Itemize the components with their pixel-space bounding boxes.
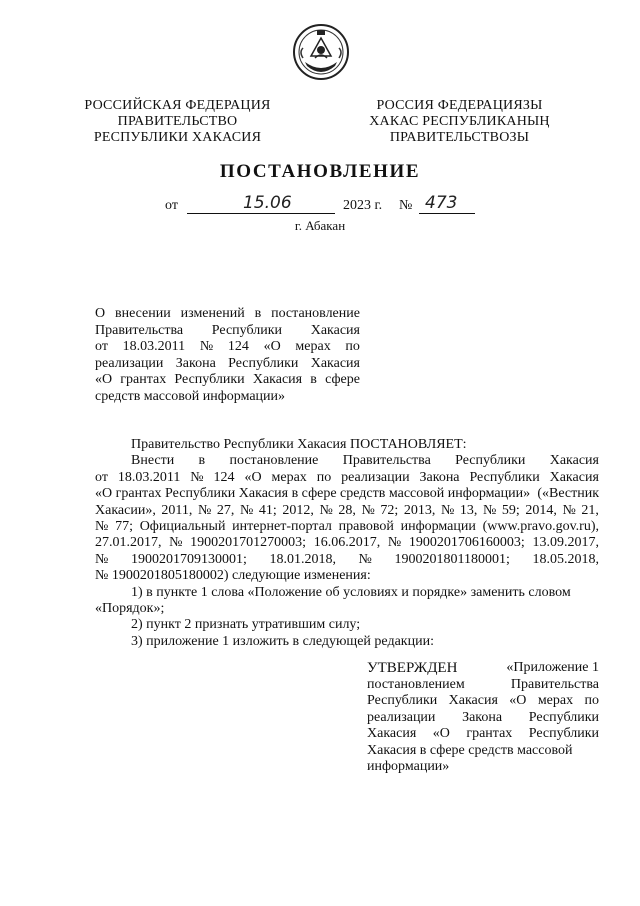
word: грантах [466, 726, 513, 741]
word: (www.pravo.gov.ru), [482, 519, 599, 535]
word: 16.06.2017, [313, 535, 381, 551]
approved-heading: УТВЕРЖДЕН [367, 660, 458, 676]
appendix-label: «Приложение 1 [506, 660, 599, 676]
word: 27, [216, 502, 235, 518]
subject-line [95, 306, 360, 323]
header-right-line: ПРАВИТЕЛЬСТВОЗЫ [389, 130, 530, 145]
word: Хакасия [367, 726, 417, 741]
word: Официальный [139, 519, 226, 535]
word: интернет-портал [232, 519, 332, 535]
word: № [199, 339, 214, 355]
word: постановление [271, 306, 360, 321]
word: 13, [459, 502, 478, 518]
word: 18.05.2018, [532, 551, 599, 567]
word: 2014, [525, 502, 557, 518]
word: «О [509, 693, 527, 708]
list-item-1-cont: «Порядок»; [95, 601, 165, 617]
body-line [95, 535, 599, 551]
word: 124 [227, 339, 249, 355]
word: «О [263, 339, 281, 355]
word: 13.09.2017, [532, 535, 599, 551]
word: № [190, 469, 204, 485]
word: по [584, 693, 599, 708]
word: постановлением [367, 676, 465, 692]
approved-line [367, 693, 599, 710]
word: 2012, [282, 502, 314, 518]
word: № [95, 551, 109, 567]
word: № [387, 535, 402, 551]
word: 124 [213, 469, 235, 485]
date-line [165, 193, 485, 217]
word: Республики [455, 453, 526, 469]
word: 18.01.2018, [269, 551, 336, 567]
word: № [319, 502, 333, 518]
word: «О [95, 372, 113, 388]
word: «О [432, 726, 450, 741]
body-line: № 1900201805180002) следующие изменения: [95, 568, 371, 584]
word: в [254, 306, 262, 321]
word: Внести [131, 453, 175, 469]
word: 28, [338, 502, 356, 518]
word: № [197, 502, 212, 518]
subject-line [95, 339, 360, 356]
number-underline [419, 213, 475, 214]
word: Хакасия [310, 355, 360, 371]
word: изменений [180, 306, 245, 321]
header-left-line: РОССИЙСКАЯ ФЕДЕРАЦИЯ [84, 98, 271, 113]
word: («Вестник [537, 486, 599, 502]
body-line [95, 503, 599, 519]
word: 41; [258, 502, 277, 518]
word: № [562, 502, 576, 518]
word: по [316, 469, 332, 485]
word: 1900201701270003; [190, 535, 307, 551]
resolution-lead: Правительство Республики Хакасия ПОСТАНОВЛЯЕТ: [131, 437, 467, 452]
approved-line: Хакасия в сфере средств массовой [367, 742, 573, 758]
word: 2013, [403, 502, 436, 518]
word: постановление [229, 453, 319, 469]
header-right-line: РОССИЯ ФЕДЕРАЦИЯЗЫ [376, 98, 543, 113]
word: в [198, 453, 206, 469]
body-line [95, 552, 599, 568]
word: Правительства [95, 322, 184, 338]
header-right [352, 98, 567, 146]
word: в [310, 372, 317, 388]
body-line [95, 470, 599, 486]
word: 59; [501, 502, 520, 518]
word: 18.03.2011 [122, 339, 186, 355]
approved-block [367, 660, 599, 776]
word: № [169, 535, 183, 551]
word: Закона [175, 355, 216, 371]
date-underline [187, 213, 335, 214]
body-text [95, 437, 599, 677]
approved-line [367, 710, 599, 727]
word: № [361, 502, 375, 518]
word: 1900201706160003; [408, 535, 525, 551]
word: Республики [528, 726, 599, 741]
word: № [95, 519, 109, 535]
word: № [440, 502, 455, 518]
word: О [95, 306, 106, 321]
subject-line [95, 356, 360, 373]
word: реализации [95, 355, 164, 371]
word: Республики [469, 469, 540, 485]
approved-line [367, 677, 599, 694]
word: мерах [295, 339, 331, 355]
word: «О [244, 469, 262, 485]
word: Правительства [510, 676, 599, 692]
header-left-line: ПРАВИТЕЛЬСТВО [117, 114, 238, 129]
header-right-line: ХАКАС РЕСПУБЛИКАНЫҢ [369, 114, 550, 129]
word: правовой [338, 519, 394, 535]
word: мерах [271, 469, 307, 485]
handwritten-number: 473 [425, 193, 458, 213]
word: Хакасия [252, 372, 303, 388]
header-left-line: РЕСПУБЛИКИ ХАКАСИЯ [93, 130, 262, 145]
approved-line [367, 726, 599, 743]
word: 1900201801180001; [394, 551, 510, 567]
word: мерах [537, 693, 574, 708]
word: Правительства [342, 453, 431, 469]
word: Республики [528, 709, 599, 725]
word: Закона [419, 469, 460, 485]
word: 27.01.2017, [95, 535, 162, 551]
word: Хакасия [448, 693, 498, 708]
word: 2011, [161, 502, 193, 518]
body-line [95, 486, 599, 502]
subject-block [95, 306, 360, 406]
list-item-1: 1) в пункте 1 слова «Положение об условиях и порядке» заменить словом [131, 584, 571, 600]
subject-line [95, 323, 360, 340]
word: грантах [120, 372, 167, 388]
word: Республики [228, 355, 299, 371]
word: № [482, 502, 497, 518]
city-name: г. Абакан [294, 218, 346, 233]
word: сфере [325, 372, 360, 388]
number-sign: № [399, 198, 413, 213]
word: 21, [581, 502, 599, 518]
word: № [239, 502, 254, 518]
date-year: 2023 г. [343, 198, 383, 213]
word: Закона [462, 709, 503, 725]
word: 18.03.2011 [117, 469, 181, 485]
list-item-3: 3) приложение 1 изложить в следующей редакции: [131, 633, 434, 649]
handwritten-date: 15.06 [243, 193, 292, 213]
coat-of-arms-icon [291, 22, 351, 82]
word: Хакасия [549, 453, 599, 469]
word: «О грантах Республики Хакасия в сфере средств массовой информации» [95, 486, 531, 502]
word: Хакасия [310, 322, 360, 338]
list-item-2: 2) пункт 2 признать утратившим силу; [131, 617, 361, 633]
header-left [70, 98, 285, 146]
word: 1900201709130001; [130, 551, 247, 567]
word: от [95, 339, 108, 355]
word: информации [400, 519, 476, 535]
word: Хакасии», [95, 502, 156, 518]
word: № [358, 551, 372, 567]
body-line [95, 519, 599, 535]
body-line [95, 453, 599, 469]
word: 72; [380, 502, 399, 518]
word: Республики [367, 693, 438, 708]
word: от [95, 469, 108, 485]
word: Хакасия [549, 469, 599, 485]
word: по [345, 339, 360, 355]
word: Республики [174, 372, 245, 388]
word: внесении [115, 306, 171, 321]
document-title: ПОСТАНОВЛЕНИЕ [219, 161, 421, 182]
approved-line: информации» [367, 759, 450, 774]
subject-line: средств массовой информации» [95, 388, 286, 404]
word: реализации [367, 709, 436, 725]
subject-line [95, 372, 360, 389]
word: реализации [341, 469, 410, 485]
word: 77; [115, 519, 133, 535]
date-prefix: от [165, 198, 178, 213]
word: Республики [211, 322, 283, 338]
